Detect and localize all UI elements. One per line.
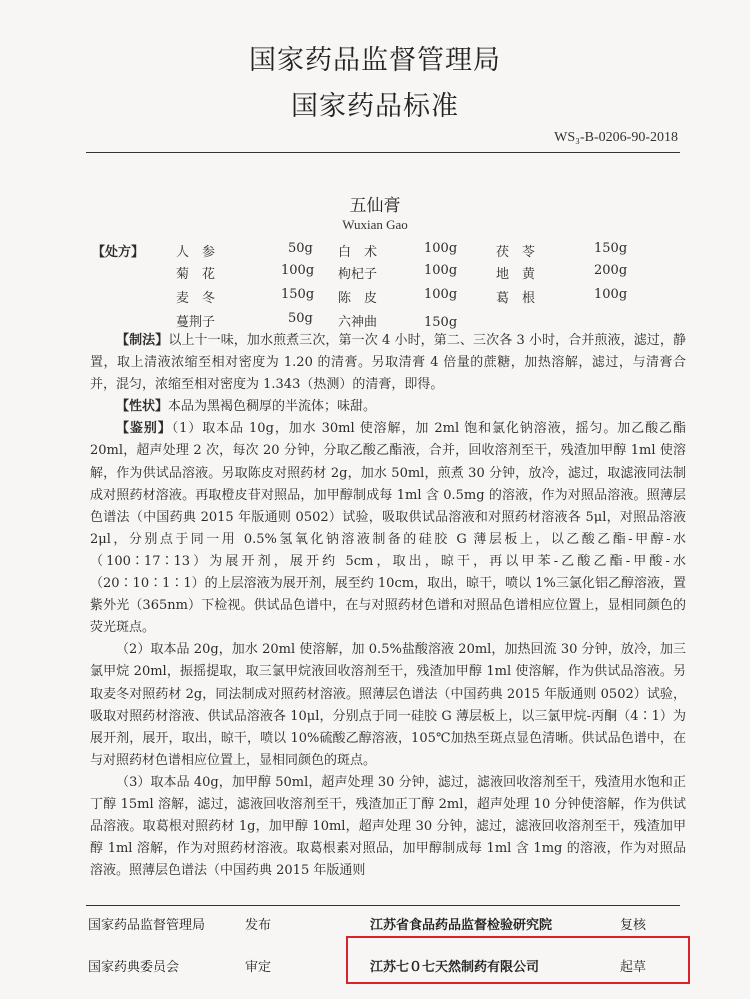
herb-name: 枸杞子 bbox=[338, 267, 378, 282]
monograph-body bbox=[90, 330, 686, 882]
issuer-action: 发布 bbox=[245, 918, 272, 933]
prescription-row bbox=[92, 287, 692, 309]
herb-name: 茯 苓 bbox=[496, 245, 536, 260]
herb-name: 菊 花 bbox=[176, 267, 216, 282]
standard-title: 国家药品标准 bbox=[291, 91, 459, 122]
herb-qty: 150g bbox=[424, 315, 458, 330]
drafter-name: 江苏七０七天然制药有限公司 bbox=[370, 960, 540, 975]
herb-name: 地 黄 bbox=[496, 267, 536, 282]
reviewer-action: 复核 bbox=[620, 918, 647, 933]
herb-name: 白 术 bbox=[338, 245, 378, 260]
method-label: 【制法】 bbox=[116, 333, 169, 348]
prescription-row bbox=[92, 241, 692, 263]
prescription-row bbox=[92, 263, 692, 285]
herb-qty: 100g bbox=[424, 263, 458, 278]
standard-code: WS₃-B-0206-90-2018 bbox=[554, 130, 678, 145]
property-label: 【性状】 bbox=[116, 399, 169, 415]
herb-name: 蔓荆子 bbox=[176, 315, 216, 330]
method-text: 以上十一味，加水煎煮三次，第一次 4 小时，第二、三次各 3 小时，合并煎液，滤过，静置，取上清液浓缩至相对密度为 1.20 的清膏。另取清膏 4 倍量的蔗糖，加热溶解，滤过，与清膏合并，混匀，浓缩至相对密度为 1.343（热测）的清膏，即得。 bbox=[90, 333, 686, 393]
drafter-action: 起草 bbox=[620, 960, 647, 975]
property-paragraph bbox=[90, 396, 686, 418]
method-paragraph bbox=[90, 330, 686, 396]
herb-qty: 50g bbox=[288, 241, 313, 256]
identification-label: 【鉴别】 bbox=[116, 421, 172, 437]
herb-qty: 100g bbox=[281, 263, 315, 278]
identification-text-1: （1）取本品 10g，加水 30ml 使溶解，加 2ml 饱和氯化钠溶液，摇匀。加乙酸乙酯 20ml，超声处理 2 次，每次 20 分钟，分取乙酸乙酯液，合并，回收溶剂至干，残渣加甲醇 1ml 使溶解，作为供试品溶液。另取陈皮对照药材 2g，加水 50ml，煎煮 30 分钟，放冷，滤过，取滤液同法制成对照药材溶液。再取橙皮苷对照品，加甲醇制成每 1ml 含 0.5mg 的溶液，作为对照品溶液。照薄层色谱法（中国药典 2015 年版通则 0502）试验，吸取供试品溶液和对照药材溶液各 5μl，对照品溶液 2μl，分别点于同一用 0.5%氢氧化钠溶液制备的硅胶 G 薄层板上，以乙酸乙酯-甲醇-水（100∶17∶13）为展开剂，展开约 5cm，取出，晾干，再以甲苯-乙酸乙酯-甲酸-水（20∶10∶1∶1）的上层溶液为展开剂，展至约 10cm，取出，晾干，喷以 1%三氯化铝乙醇溶液，置紫外光（365nm）下检视。供试品色谱中，在与对照药材色谱和对照品色谱相应位置上，显相同颜色的荧光斑点。 bbox=[90, 421, 686, 636]
product-title-en: Wuxian Gao bbox=[342, 217, 408, 232]
footer-divider bbox=[86, 905, 680, 906]
herb-name: 六神曲 bbox=[338, 315, 378, 330]
reviewer-name: 江苏省食品药品监督检验研究院 bbox=[370, 918, 553, 933]
approver-name: 国家药典委员会 bbox=[88, 960, 180, 975]
herb-qty: 200g bbox=[594, 263, 628, 278]
herb-qty: 150g bbox=[594, 241, 628, 256]
herb-qty: 50g bbox=[288, 311, 313, 326]
herb-name: 麦 冬 bbox=[176, 291, 216, 306]
identification-paragraph-3: （3）取本品 40g，加甲醇 50ml，超声处理 30 分钟，滤过，滤液回收溶剂至干，残渣用水饱和正丁醇 15ml 溶解，滤过，滤液回收溶剂至干，残渣加正丁醇 2ml，超声处理 10 分钟使溶解，作为供试品溶液。取葛根对照药材 1g，加甲醇 10ml，超声处理 30 分钟，滤过，滤液回收溶剂至干，残渣加甲醇 1ml 溶解，作为对照药材溶液。取葛根素对照品，加甲醇制成每 1ml 含 1mg 的溶液，作为对照品溶液。照薄层色谱法（中国药典 2015 年版通则 bbox=[90, 774, 686, 879]
herb-qty: 100g bbox=[424, 241, 458, 256]
agency-title: 国家药品监督管理局 bbox=[249, 45, 501, 76]
herb-name: 陈 皮 bbox=[338, 291, 378, 306]
issuer-name: 国家药品监督管理局 bbox=[88, 918, 206, 933]
header-divider bbox=[86, 152, 680, 153]
herb-name: 葛 根 bbox=[496, 291, 536, 306]
identification-paragraph-1 bbox=[90, 418, 686, 639]
approver-action: 审定 bbox=[245, 960, 272, 975]
highlight-box bbox=[346, 936, 690, 984]
product-title-cn: 五仙膏 bbox=[349, 196, 401, 216]
property-text: 本品为黑褐色稠厚的半流体；味甜。 bbox=[168, 399, 377, 415]
identification-paragraph-2: （2）取本品 20g，加水 20ml 使溶解，加 0.5%盐酸溶液 20ml，加热回流 30 分钟，放冷，加三氯甲烷 20ml，振摇提取，取三氯甲烷液回收溶剂至干，残渣加甲醇 1ml 使溶解，作为供试品溶液。另取麦冬对照药材 2g，同法制成对照药材溶液。照薄层色谱法（中国药典 2015 年版通则 0502）试验，吸取对照药材溶液、供试品溶液各 10μl，分别点于同一硅胶 G 薄层板上，以三氯甲烷-丙酮（4∶1）为展开剂，展开，取出，晾干，喷以 10%硫酸乙醇溶液，105℃加热至斑点显色清晰。供试品色谱中，在与对照药材色谱相应位置上，显相同颜色的斑点。 bbox=[90, 642, 686, 768]
herb-qty: 150g bbox=[281, 287, 315, 302]
herb-name: 人 参 bbox=[176, 245, 216, 260]
prescription-label: 【处方】 bbox=[92, 245, 145, 260]
herb-qty: 100g bbox=[594, 287, 628, 302]
herb-qty: 100g bbox=[424, 287, 458, 302]
